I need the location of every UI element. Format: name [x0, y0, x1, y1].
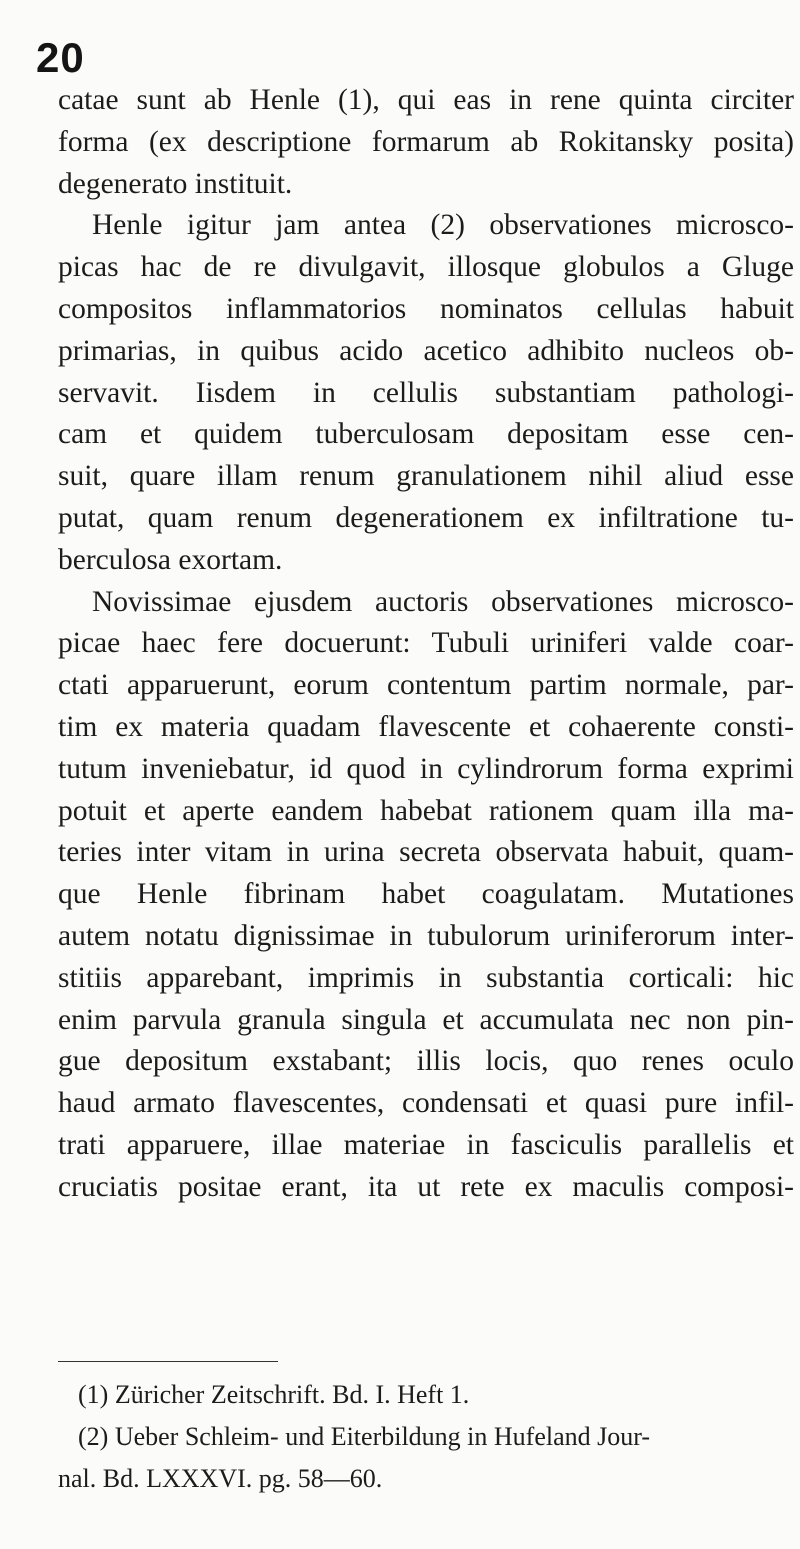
text-line: haud armato flavescentes, condensati et quasi pure infil-	[58, 1087, 794, 1120]
footnote: (1) Züricher Zeitschrift. Bd. I. Heft 1.	[78, 1380, 470, 1409]
text-line: ctati apparuerunt, eorum contentum partim normale, par-	[58, 669, 794, 702]
text-line: que Henle fibrinam habet coagulatam. Mutationes	[58, 878, 794, 911]
text-line: potuit et aperte eandem habebat rationem quam illa ma-	[58, 794, 794, 827]
page-number: 20	[36, 34, 85, 81]
text-line: picae haec fere docuerunt: Tubuli uriniferi valde coar-	[58, 627, 794, 660]
text-line: teries inter vitam in urina secreta observata habuit, quam-	[58, 836, 794, 869]
body-text	[58, 80, 794, 1209]
text-line: berculosa exortam.	[58, 543, 283, 576]
text-line: tim ex materia quadam flavescente et cohaerente consti-	[58, 710, 794, 743]
text-line: picas hac de re divulgavit, illosque globulos a Gluge	[58, 251, 794, 284]
text-line: degenerato instituit.	[58, 167, 293, 200]
text-line: tutum inveniebatur, id quod in cylindrorum forma exprimi	[58, 752, 794, 785]
footnote-divider	[58, 1361, 278, 1362]
text-line: cam et quidem tuberculosam depositam esse cen-	[58, 418, 794, 451]
text-line: putat, quam renum degenerationem ex infiltratione tu-	[58, 501, 794, 534]
footnote: (2) Ueber Schleim- und Eiterbildung in Hufeland Jour-	[78, 1422, 651, 1451]
text-line: gue depositum exstabant; illis locis, quo renes oculo	[58, 1045, 794, 1078]
text-line: Novissimae ejusdem auctoris observationes microsco-	[92, 585, 794, 618]
text-line: servavit. Iisdem in cellulis substantiam pathologi-	[58, 376, 794, 409]
text-line: stitiis apparebant, imprimis in substantia corticali: hic	[58, 961, 794, 994]
text-line: trati apparuere, illae materiae in fasciculis parallelis et	[58, 1128, 794, 1161]
text-line: catae sunt ab Henle (1), qui eas in rene quinta circiter	[58, 84, 794, 116]
footnotes	[58, 1374, 794, 1500]
text-line: forma (ex descriptione formarum ab Rokitansky posita)	[58, 125, 794, 158]
text-line: primarias, in quibus acido acetico adhibito nucleos ob-	[58, 334, 794, 367]
text-line: Henle igitur jam antea (2) observationes microsco-	[92, 209, 794, 242]
text-line: cruciatis positae erant, ita ut rete ex maculis composi-	[58, 1170, 794, 1203]
text-line: suit, quare illam renum granulationem nihil aliud esse	[58, 460, 794, 493]
text-line: compositos inflammatorios nominatos cellulas habuit	[58, 292, 794, 325]
text-line: enim parvula granula singula et accumulata nec non pin-	[58, 1003, 794, 1036]
footnote: nal. Bd. LXXXVI. pg. 58—60.	[58, 1464, 383, 1493]
text-line: autem notatu dignissimae in tubulorum uriniferorum inter-	[58, 919, 794, 952]
